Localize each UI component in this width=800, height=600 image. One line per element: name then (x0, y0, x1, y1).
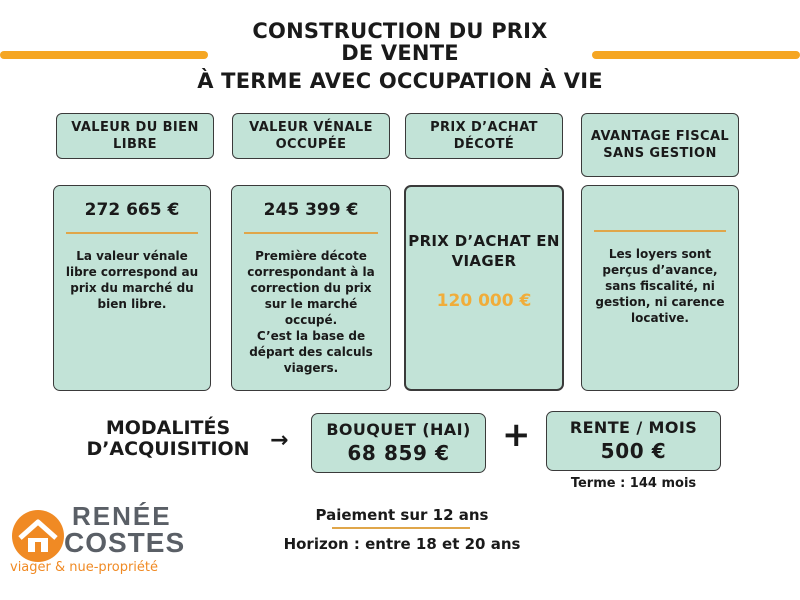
arrow-right-icon: → (270, 428, 289, 453)
header-avantage-fiscal: AVANTAGE FISCAL SANS GESTION (581, 113, 739, 177)
horizon-text: Horizon : entre 18 et 20 ans (283, 535, 521, 553)
title-line-1: CONSTRUCTION DU PRIX (252, 19, 548, 43)
logo-tagline: viager & nue-propriété (10, 560, 159, 575)
bouquet-value: 68 859 € (347, 441, 450, 465)
logo-name-line-1: RENÉE (72, 501, 172, 531)
bouquet-box (311, 413, 486, 473)
card-divider (244, 232, 378, 234)
card-valeur-venale-occupee (231, 185, 391, 391)
plus-icon: + (502, 415, 531, 455)
rente-value: 500 € (600, 439, 667, 463)
bouquet-label: BOUQUET (HAI) (326, 420, 471, 439)
description-avantage-fiscal: Les loyers sont perçus d’avance, sans fiscalité, ni gestion, ni carence locative. (595, 247, 725, 325)
card-avantage-fiscal (581, 185, 739, 391)
accent-bar-right (592, 51, 800, 59)
rente-box (546, 411, 721, 471)
card-divider (66, 232, 198, 234)
modalites-label: MODALITÉS D’ACQUISITION (86, 417, 250, 460)
card-divider (594, 230, 726, 232)
terme-text: Terme : 144 mois (570, 476, 697, 491)
header-valeur-bien-libre: VALEUR DU BIEN LIBRE (56, 113, 214, 159)
header-valeur-venale-occupee: VALEUR VÉNALE OCCUPÉE (232, 113, 390, 159)
card-prix-achat-viager (404, 185, 564, 391)
label-prix-achat-viager: PRIX D’ACHAT EN VIAGER (408, 232, 560, 270)
description-valeur-venale-occupee: Première décote correspondant à la correction du prix sur le marché occupé. C’est la base de départ des calculs viagers. (247, 249, 375, 375)
card-valeur-bien-libre (53, 185, 211, 391)
price-prix-achat-viager: 120 000 € (436, 291, 532, 311)
header-prix-achat-decote: PRIX D’ACHAT DÉCOTÉ (405, 113, 563, 159)
price-valeur-venale-occupee: 245 399 € (263, 200, 359, 220)
title-line-3: À TERME AVEC OCCUPATION À VIE (197, 69, 603, 93)
accent-bar-left (0, 51, 208, 59)
title-line-2: DE VENTE (341, 41, 459, 65)
price-valeur-bien-libre: 272 665 € (84, 200, 180, 220)
paiement-text: Paiement sur 12 ans (315, 506, 489, 524)
payment-divider (332, 527, 470, 529)
rente-label: RENTE / MOIS (569, 418, 698, 437)
house-logo-icon (8, 504, 68, 564)
logo-name-line-2: COSTES (64, 527, 186, 558)
description-valeur-bien-libre: La valeur vénale libre correspond au prix du marché du bien libre. (65, 249, 199, 311)
